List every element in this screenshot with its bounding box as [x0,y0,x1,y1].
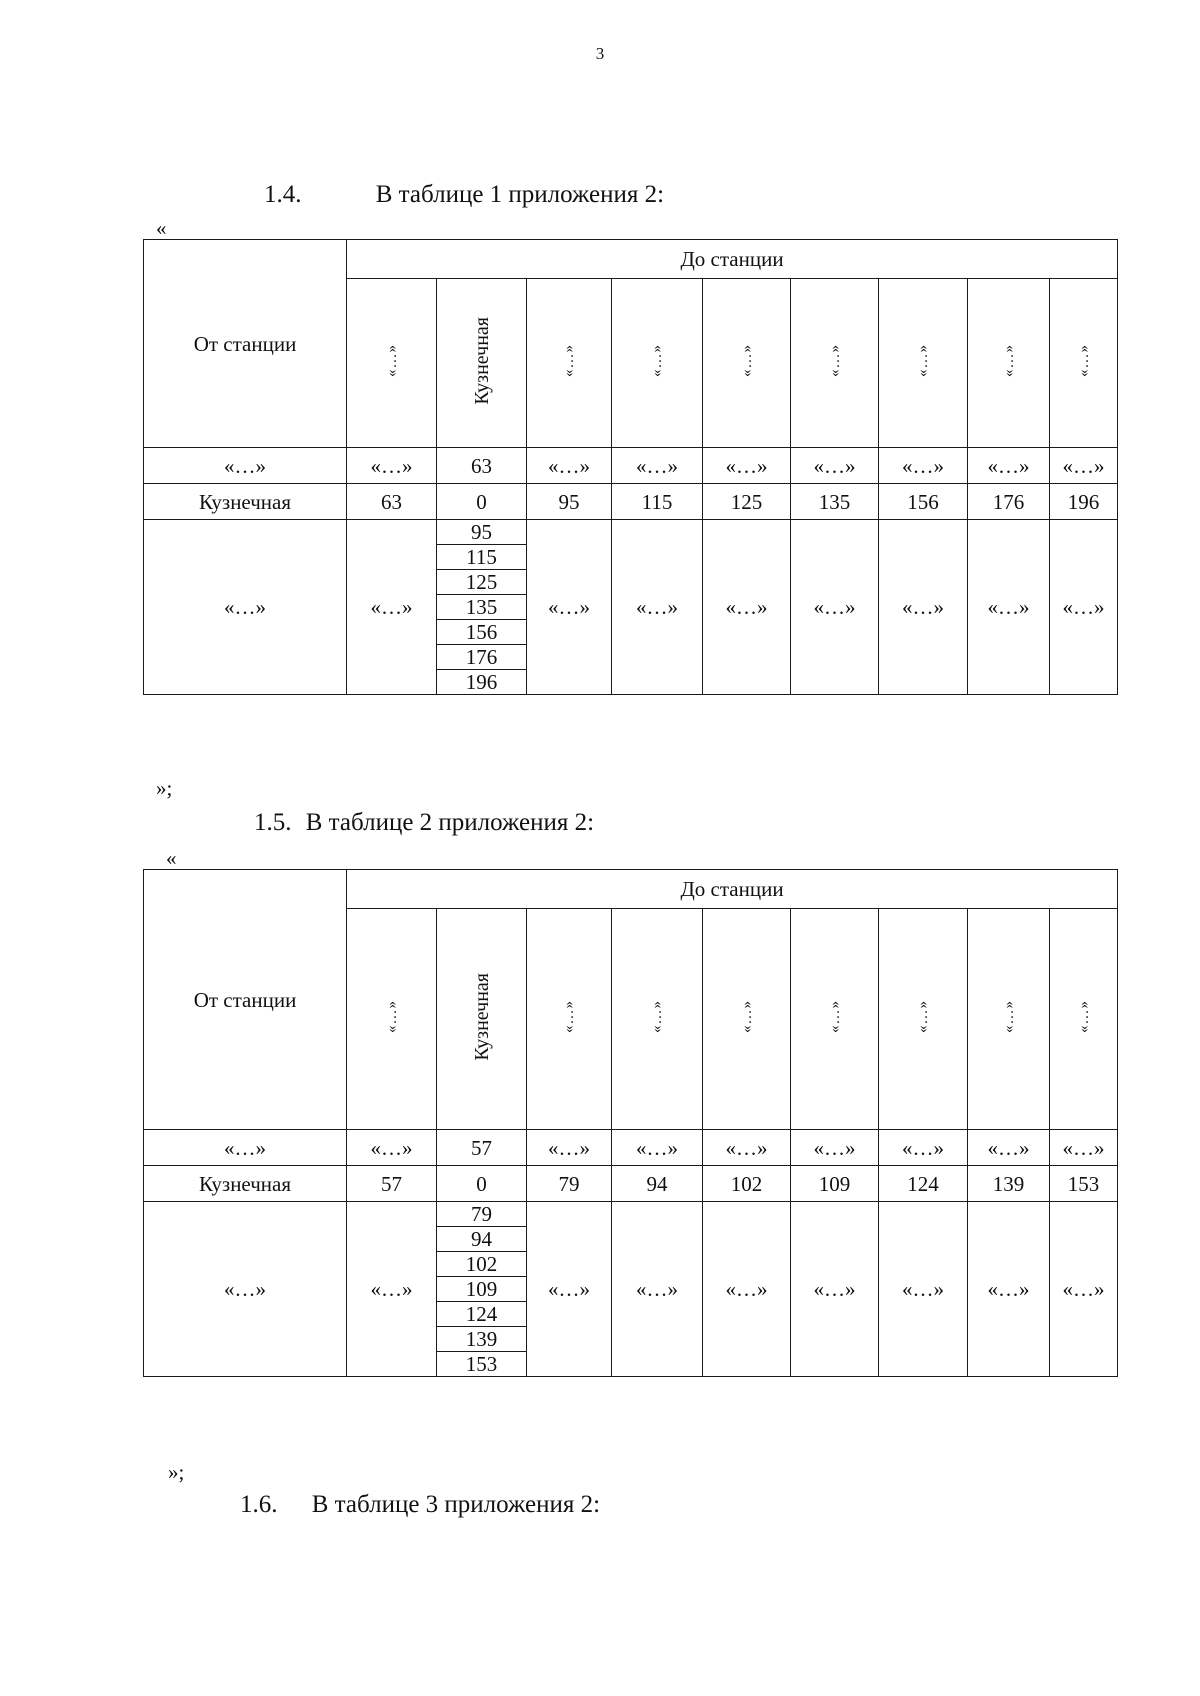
row-label: «…» [144,448,347,484]
column-header: Кузнечная [437,279,527,448]
section-heading-1-4 [264,180,664,210]
table-cell: «…» [612,1202,703,1377]
table-cell: «…» [791,1130,879,1166]
table-cell: 196 [1050,484,1118,520]
column-header: «…» [612,279,703,448]
column-header: «…» [703,279,791,448]
from-station-header: От станции [144,870,347,1130]
table-cell: «…» [703,448,791,484]
table-cell: 0 [437,1166,527,1202]
table-cell: «…» [879,448,968,484]
table-cell: 153 [1050,1166,1118,1202]
table-cell: «…» [791,448,879,484]
table-cell: 95 [527,484,612,520]
table-cell: 135 [437,595,527,620]
table-row [144,484,1118,520]
table-cell: 156 [879,484,968,520]
table-cell: «…» [791,520,879,695]
table-cell: «…» [527,448,612,484]
table-cell: 135 [791,484,879,520]
table-cell: 125 [437,570,527,595]
section-number: 1.4. [264,181,302,208]
table-cell: 94 [437,1227,527,1252]
close-quote: »; [168,1460,185,1484]
table-cell: 95 [437,520,527,545]
column-header: «…» [703,909,791,1130]
table-cell: «…» [612,520,703,695]
table-cell: 57 [347,1166,437,1202]
distance-table-1 [143,239,1118,695]
table-cell: «…» [1050,520,1118,695]
table-cell: «…» [612,1130,703,1166]
table-cell: «…» [347,1202,437,1377]
table-cell: «…» [703,1130,791,1166]
distance-table-2 [143,869,1118,1377]
column-header: «…» [527,279,612,448]
to-station-header: До станции [347,240,1118,279]
page-number: 3 [595,44,605,63]
column-header: «…» [527,909,612,1130]
table-row [144,520,1118,545]
column-header: «…» [968,909,1050,1130]
column-header: «…» [1050,279,1118,448]
section-title: В таблице 2 приложения 2: [305,809,595,836]
table-cell: 94 [612,1166,703,1202]
table-cell: «…» [527,1202,612,1377]
table-cell: «…» [527,1130,612,1166]
column-header: «…» [791,909,879,1130]
row-label: «…» [144,520,347,695]
table-cell: «…» [968,520,1050,695]
table-cell: 196 [437,670,527,695]
table-cell: 109 [437,1277,527,1302]
table-cell: 115 [437,545,527,570]
row-label: Кузнечная [144,484,347,520]
table-cell: «…» [703,1202,791,1377]
column-header: «…» [879,909,968,1130]
table-cell: «…» [968,1202,1050,1377]
table-cell: 79 [527,1166,612,1202]
table-cell: «…» [968,1130,1050,1166]
column-header: «…» [879,279,968,448]
table-cell: «…» [347,1130,437,1166]
table-cell: «…» [703,520,791,695]
table-cell: 57 [437,1130,527,1166]
table-cell: 0 [437,484,527,520]
table-cell: 109 [791,1166,879,1202]
open-quote: « [156,216,167,240]
table-cell: 124 [879,1166,968,1202]
table-cell: 139 [437,1327,527,1352]
table-cell: «…» [1050,1202,1118,1377]
table-cell: 102 [437,1252,527,1277]
section-title: В таблице 3 приложения 2: [311,1491,601,1518]
table-cell: 176 [968,484,1050,520]
table-row [144,1166,1118,1202]
column-header: «…» [347,279,437,448]
table-cell: «…» [1050,1130,1118,1166]
row-label: Кузнечная [144,1166,347,1202]
section-number: 1.6. [240,1491,278,1518]
to-station-header: До станции [347,870,1118,909]
table-cell: 176 [437,645,527,670]
section-number: 1.5. [254,809,292,836]
row-label: «…» [144,1130,347,1166]
column-header: «…» [791,279,879,448]
open-quote: « [166,846,177,870]
table-cell: 102 [703,1166,791,1202]
section-title: В таблице 1 приложения 2: [375,181,665,208]
table-cell: 125 [703,484,791,520]
column-header: «…» [612,909,703,1130]
table-cell: «…» [612,448,703,484]
table-cell: «…» [347,448,437,484]
column-header: «…» [347,909,437,1130]
from-station-header: От станции [144,240,347,448]
column-header: «…» [1050,909,1118,1130]
table-cell: 156 [437,620,527,645]
table-cell: «…» [1050,448,1118,484]
table-cell: «…» [879,1130,968,1166]
table-cell: «…» [791,1202,879,1377]
section-heading-1-6 [240,1490,600,1520]
section-heading-1-5 [254,808,594,838]
table-cell: 139 [968,1166,1050,1202]
table-cell: 115 [612,484,703,520]
table-cell: 79 [437,1202,527,1227]
table-cell: «…» [968,448,1050,484]
close-quote: »; [156,776,173,800]
table-cell: «…» [879,1202,968,1377]
column-header: «…» [968,279,1050,448]
table-cell: «…» [347,520,437,695]
table-cell: 124 [437,1302,527,1327]
table-cell: «…» [527,520,612,695]
table-cell: 63 [437,448,527,484]
table-cell: 63 [347,484,437,520]
table-row [144,1202,1118,1227]
table-cell: 153 [437,1352,527,1377]
column-header: Кузнечная [437,909,527,1130]
table-cell: «…» [879,520,968,695]
table-row [144,448,1118,484]
table-row [144,1130,1118,1166]
row-label: «…» [144,1202,347,1377]
